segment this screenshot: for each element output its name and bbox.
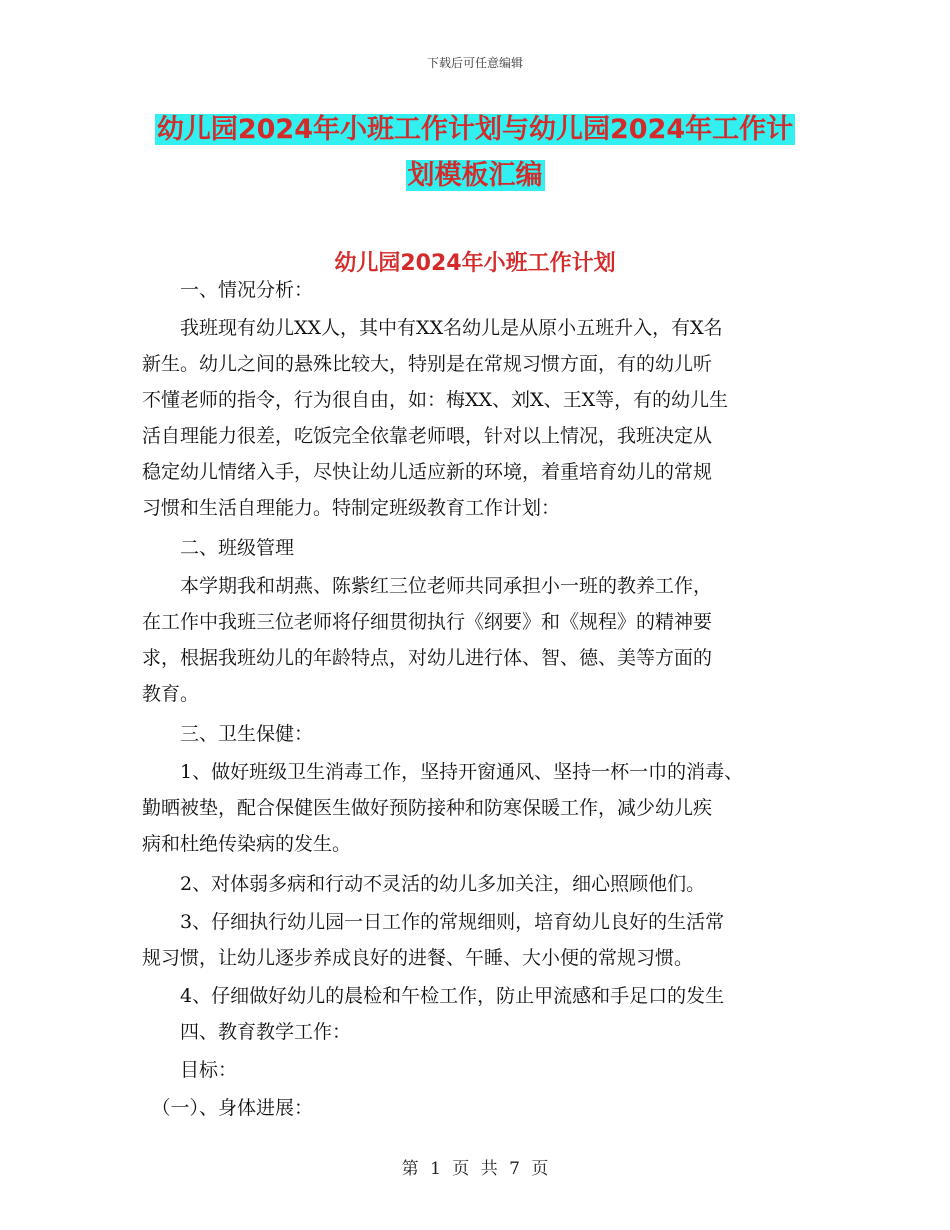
paragraph-line: 勤晒被垫，配合保健医生做好预防接种和防寒保暖工作，减少幼儿疾 — [142, 797, 713, 819]
document-title-line-2 — [0, 150, 950, 202]
paragraph-line: 目标： — [142, 1059, 238, 1081]
paragraph-line: 新生。幼儿之间的悬殊比较大，特别是在常规习惯方面，有的幼儿听 — [142, 353, 713, 375]
paragraph-line: 规习惯，让幼儿逐步养成良好的进餐、午睡、大小便的常规习惯。 — [142, 947, 694, 969]
title-highlight: 幼儿园2024年小班工作计划与幼儿园2024年工作计 — [156, 114, 794, 145]
title-highlight: 划模板汇编 — [407, 160, 543, 191]
paragraph-line: （一）、身体进展： — [142, 1097, 314, 1119]
paragraph-line: 习惯和生活自理能力。特制定班级教育工作计划： — [142, 497, 561, 519]
document-title-line-1 — [0, 104, 950, 156]
paragraph-line: 三、卫生保健： — [142, 723, 314, 745]
paragraph-line: 稳定幼儿情绪入手，尽快让幼儿适应新的环境，着重培育幼儿的常规 — [142, 461, 713, 483]
paragraph-line: 1、做好班级卫生消毒工作，坚持开窗通风、坚持一杯一巾的消毒、 — [142, 761, 744, 783]
section-title: 幼儿园2024年小班工作计划 — [334, 251, 616, 276]
paragraph-line: 在工作中我班三位老师将仔细贯彻执行《纲要》和《规程》的精神要 — [142, 611, 713, 633]
paragraph-line: 二、班级管理 — [142, 537, 295, 559]
paragraph-line: 教育。 — [142, 683, 200, 705]
page-footer: 第 1 页 共 7 页 — [401, 1159, 549, 1179]
paragraph-line: 不懂老师的指令，行为很自由，如：梅XX、刘X、王X等，有的幼儿生 — [142, 389, 729, 411]
paragraph-line: 4、仔细做好幼儿的晨检和午检工作，防止甲流感和手足口的发生 — [142, 985, 725, 1007]
paragraph-line: 3、仔细执行幼儿园一日工作的常规细则，培育幼儿良好的生活常 — [142, 911, 725, 933]
paragraph-line: 四、教育教学工作： — [142, 1021, 352, 1043]
paragraph-line: 本学期我和胡燕、陈紫红三位老师共同承担小一班的教养工作， — [142, 575, 713, 597]
paragraph-line: 我班现有幼儿XX人，其中有XX名幼儿是从原小五班升入，有X名 — [142, 317, 723, 339]
header-note: 下载后可任意编辑 — [426, 56, 523, 70]
paragraph-line: 病和杜绝传染病的发生。 — [142, 833, 352, 855]
paragraph-line: 求，根据我班幼儿的年龄特点，对幼儿进行体、智、德、美等方面的 — [142, 647, 713, 669]
paragraph-line: 一、情况分析： — [142, 279, 314, 301]
paragraph-line: 活自理能力很差，吃饭完全依靠老师喂，针对以上情况，我班决定从 — [142, 425, 713, 447]
paragraph-line: 2、对体弱多病和行动不灵活的幼儿多加关注，细心照顾他们。 — [142, 873, 706, 895]
